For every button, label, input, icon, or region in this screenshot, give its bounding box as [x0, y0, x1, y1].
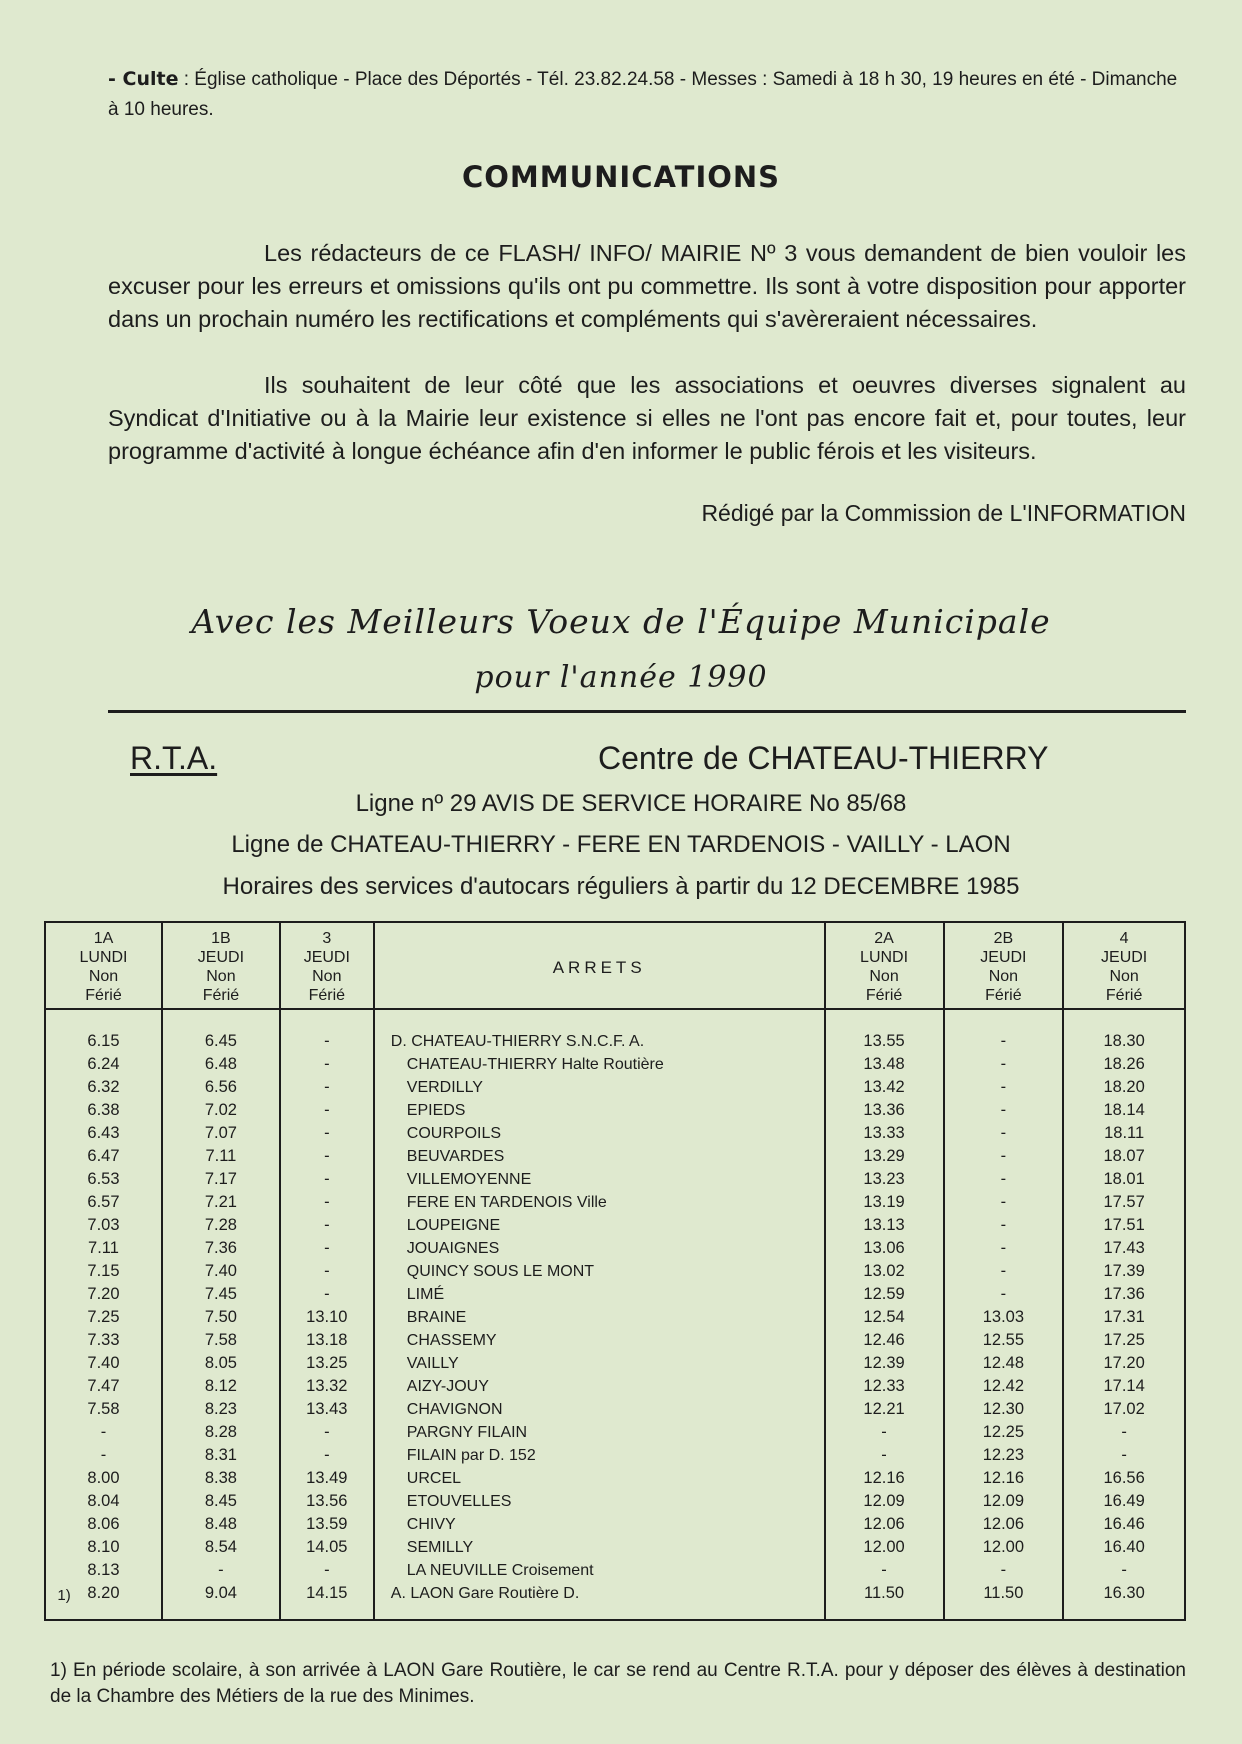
time-cell: 8.38: [162, 1467, 280, 1490]
time-cell: 6.24: [45, 1053, 162, 1076]
footnote-marked-time: [57, 1584, 120, 1604]
time-cell: 13.55: [825, 1009, 944, 1053]
time-cell: 18.11: [1063, 1122, 1185, 1145]
time-cell: 7.47: [45, 1375, 162, 1398]
table-row: [45, 1582, 1185, 1620]
column-header-line: LUNDI: [860, 949, 909, 966]
time-cell: 17.39: [1063, 1260, 1185, 1283]
timetable-header-row: [45, 922, 1185, 1009]
column-header-line: Non: [869, 968, 899, 985]
time-cell: 12.16: [825, 1467, 944, 1490]
time-cell: 17.31: [1063, 1306, 1185, 1329]
time-cell: 13.25: [280, 1352, 374, 1375]
table-row: [45, 1444, 1185, 1467]
stop-name: FILAIN par D. 152: [374, 1444, 825, 1467]
time-cell: 12.54: [825, 1306, 944, 1329]
divider: [108, 710, 1186, 713]
rta-line-number: Ligne nº 29 AVIS DE SERVICE HORAIRE No 85/68: [355, 790, 907, 817]
time-cell: 8.23: [162, 1398, 280, 1421]
stop-name: EPIEDS: [374, 1099, 825, 1122]
time-cell: 13.13: [825, 1214, 944, 1237]
time-cell: 16.49: [1063, 1490, 1185, 1513]
time-cell: 7.36: [162, 1237, 280, 1260]
column-header-1b: [162, 922, 280, 1009]
column-header-line: Férié: [85, 987, 122, 1004]
stop-name: COURPOILS: [374, 1122, 825, 1145]
column-header-3: [280, 922, 374, 1009]
column-header-2b: [944, 922, 1064, 1009]
table-row: [45, 1421, 1185, 1444]
time-cell: 8.12: [162, 1375, 280, 1398]
time-cell: 6.47: [45, 1145, 162, 1168]
stop-name: CHATEAU-THIERRY Halte Routière: [374, 1053, 825, 1076]
table-row: [45, 1191, 1185, 1214]
table-row: [45, 1536, 1185, 1559]
time-cell: 9.04: [162, 1582, 280, 1620]
time-cell: -: [944, 1122, 1064, 1145]
time-cell: 17.43: [1063, 1237, 1185, 1260]
column-header-line: JEUDI: [197, 949, 245, 966]
time-cell: 7.03: [45, 1214, 162, 1237]
time-cell: 7.58: [45, 1398, 162, 1421]
time-cell: 16.40: [1063, 1536, 1185, 1559]
time-cell: -: [1063, 1421, 1185, 1444]
column-header-line: Férié: [308, 987, 346, 1004]
time-cell: 8.05: [162, 1352, 280, 1375]
column-header-4: [1063, 922, 1185, 1009]
stop-name: CHAVIGNON: [374, 1398, 825, 1421]
time-cell: 13.06: [825, 1237, 944, 1260]
time-cell: -: [944, 1053, 1064, 1076]
column-header-line: Non: [312, 968, 342, 985]
time-cell: 8.48: [162, 1513, 280, 1536]
time-cell: -: [45, 1421, 162, 1444]
column-header-line: Férié: [865, 987, 903, 1004]
table-row: [45, 1237, 1185, 1260]
time-cell: -: [944, 1009, 1064, 1053]
time-cell: 17.51: [1063, 1214, 1185, 1237]
culte-notice: [108, 64, 1188, 125]
time-cell: -: [944, 1559, 1064, 1582]
table-row: [45, 1053, 1185, 1076]
time-cell: -: [280, 1145, 374, 1168]
time-cell: 8.13: [45, 1559, 162, 1582]
time-cell: 12.06: [944, 1513, 1064, 1536]
stop-name: FERE EN TARDENOIS Ville: [374, 1191, 825, 1214]
stop-name: ETOUVELLES: [374, 1490, 825, 1513]
time-cell: 12.48: [944, 1352, 1064, 1375]
stop-name: D. CHATEAU-THIERRY S.N.C.F. A.: [374, 1009, 825, 1053]
table-row: [45, 1306, 1185, 1329]
stop-name: VILLEMOYENNE: [374, 1168, 825, 1191]
column-header-line: 4: [1119, 930, 1129, 947]
time-cell: 13.49: [280, 1467, 374, 1490]
time-cell: 12.06: [825, 1513, 944, 1536]
stop-name: LOUPEIGNE: [374, 1214, 825, 1237]
time-cell: -: [280, 1168, 374, 1191]
time-cell: 8.04: [45, 1490, 162, 1513]
greeting-line-1: Avec les Meilleurs Voeux de l'Équipe Municipale: [191, 602, 1051, 641]
time-value: 8.20: [87, 1584, 120, 1602]
time-cell: 13.32: [280, 1375, 374, 1398]
time-cell: 17.25: [1063, 1329, 1185, 1352]
time-cell: 17.36: [1063, 1283, 1185, 1306]
time-cell: 6.57: [45, 1191, 162, 1214]
time-cell: 13.42: [825, 1076, 944, 1099]
time-cell: 6.38: [45, 1099, 162, 1122]
rta-schedule-start: Horaires des services d'autocars réguliers à partir du 12 DECEMBRE 1985: [222, 873, 1020, 900]
time-cell: 14.05: [280, 1536, 374, 1559]
culte-label: - Culte: [108, 68, 179, 90]
time-cell: 16.30: [1063, 1582, 1185, 1620]
time-cell: -: [944, 1191, 1064, 1214]
time-cell: 7.17: [162, 1168, 280, 1191]
table-row: [45, 1145, 1185, 1168]
time-cell: 17.14: [1063, 1375, 1185, 1398]
time-cell: -: [162, 1559, 280, 1582]
time-cell: 18.14: [1063, 1099, 1185, 1122]
timetable: [44, 921, 1186, 1621]
time-cell: 16.46: [1063, 1513, 1185, 1536]
column-header-line: 3: [322, 930, 332, 947]
table-row: [45, 1490, 1185, 1513]
table-row: [45, 1375, 1185, 1398]
paragraph-2-text: Ils souhaitent de leur côté que les associations et oeuvres diverses signalent au Syndicat d'Initiative ou à la Mairie leur existence si elles ne l'ont pas encore fait et, pour toutes, leur programme d'activité à longue échéance afin d'en informer le public férois et les visiteurs.: [108, 372, 1186, 464]
table-row: [45, 1122, 1185, 1145]
table-row: [45, 1009, 1185, 1053]
greeting-line-2: pour l'année 1990: [474, 660, 768, 695]
time-cell: 12.55: [944, 1329, 1064, 1352]
time-cell: -: [825, 1559, 944, 1582]
time-cell: 13.48: [825, 1053, 944, 1076]
time-cell: -: [280, 1191, 374, 1214]
footnote: 1) En période scolaire, à son arrivée à LAON Gare Routière, le car se rend au Centre R.T.A. pour y déposer des élèves à destination de la Chambre des Métiers de la rue des Minimes.: [50, 1660, 1186, 1707]
table-row: [45, 1260, 1185, 1283]
time-cell: 7.28: [162, 1214, 280, 1237]
time-cell: 18.30: [1063, 1009, 1185, 1053]
time-cell: 12.09: [825, 1490, 944, 1513]
time-cell: 7.21: [162, 1191, 280, 1214]
time-cell: 12.00: [825, 1536, 944, 1559]
time-cell: 12.46: [825, 1329, 944, 1352]
stop-name: A. LAON Gare Routière D.: [374, 1582, 825, 1620]
time-cell: 18.07: [1063, 1145, 1185, 1168]
time-cell: 18.01: [1063, 1168, 1185, 1191]
time-cell: 12.23: [944, 1444, 1064, 1467]
table-row: [45, 1398, 1185, 1421]
time-cell: -: [944, 1076, 1064, 1099]
time-cell: -: [280, 1444, 374, 1467]
time-cell: -: [825, 1444, 944, 1467]
stop-name: CHASSEMY: [374, 1329, 825, 1352]
table-row: [45, 1283, 1185, 1306]
time-cell: -: [944, 1214, 1064, 1237]
column-header-line: Férié: [202, 987, 240, 1004]
column-header-line: JEUDI: [303, 949, 350, 966]
time-cell: -: [1063, 1559, 1185, 1582]
column-header-arrets: [374, 922, 825, 1009]
time-cell: -: [45, 1444, 162, 1467]
time-cell: 12.25: [944, 1421, 1064, 1444]
column-header-line: 2B: [993, 930, 1014, 947]
time-cell: -: [280, 1122, 374, 1145]
time-cell: 6.53: [45, 1168, 162, 1191]
time-cell: -: [280, 1237, 374, 1260]
time-cell: 11.50: [944, 1582, 1064, 1620]
column-header-line: 2A: [874, 930, 894, 947]
stop-name: BRAINE: [374, 1306, 825, 1329]
time-cell: 13.02: [825, 1260, 944, 1283]
time-cell: -: [944, 1283, 1064, 1306]
time-cell: 17.20: [1063, 1352, 1185, 1375]
column-header-line: Non: [206, 968, 236, 985]
time-cell: -: [280, 1099, 374, 1122]
time-cell: -: [944, 1260, 1064, 1283]
table-row: [45, 1329, 1185, 1352]
time-cell: 8.00: [45, 1467, 162, 1490]
time-cell: 13.36: [825, 1099, 944, 1122]
time-cell: 7.25: [45, 1306, 162, 1329]
table-row: [45, 1214, 1185, 1237]
time-cell: 12.39: [825, 1352, 944, 1375]
time-cell: 7.58: [162, 1329, 280, 1352]
time-cell: 13.56: [280, 1490, 374, 1513]
stop-name: CHIVY: [374, 1513, 825, 1536]
time-cell: 13.03: [944, 1306, 1064, 1329]
stop-name: LA NEUVILLE Croisement: [374, 1559, 825, 1582]
time-cell: -: [280, 1260, 374, 1283]
time-cell: -: [825, 1421, 944, 1444]
time-cell: 12.59: [825, 1283, 944, 1306]
time-cell: 13.43: [280, 1398, 374, 1421]
rta-route: Ligne de CHATEAU-THIERRY - FERE EN TARDENOIS - VAILLY - LAON: [231, 831, 1011, 858]
time-cell: -: [280, 1283, 374, 1306]
column-header-line: Non: [1109, 968, 1139, 985]
time-cell: -: [280, 1214, 374, 1237]
time-cell: 12.42: [944, 1375, 1064, 1398]
time-cell: 13.29: [825, 1145, 944, 1168]
time-cell: 6.32: [45, 1076, 162, 1099]
table-row: [45, 1076, 1185, 1099]
table-row: [45, 1352, 1185, 1375]
column-header-1a: [45, 922, 162, 1009]
table-row: [45, 1168, 1185, 1191]
time-cell: 17.57: [1063, 1191, 1185, 1214]
table-row: [45, 1559, 1185, 1582]
time-cell: [45, 1582, 162, 1620]
communications-signature: Rédigé par la Commission de L'INFORMATION: [701, 500, 1186, 526]
time-cell: 7.45: [162, 1283, 280, 1306]
stop-name: QUINCY SOUS LE MONT: [374, 1260, 825, 1283]
column-header-line: Non: [988, 968, 1019, 985]
time-cell: 7.07: [162, 1122, 280, 1145]
stop-name: VAILLY: [374, 1352, 825, 1375]
time-cell: 13.59: [280, 1513, 374, 1536]
column-header-line: Férié: [1105, 987, 1143, 1004]
time-cell: -: [280, 1559, 374, 1582]
time-cell: -: [280, 1009, 374, 1053]
time-cell: 13.18: [280, 1329, 374, 1352]
time-cell: -: [944, 1168, 1064, 1191]
time-cell: 7.15: [45, 1260, 162, 1283]
column-header-line: Férié: [985, 987, 1022, 1004]
time-cell: 13.33: [825, 1122, 944, 1145]
time-cell: 18.26: [1063, 1053, 1185, 1076]
table-row: [45, 1513, 1185, 1536]
stop-name: JOUAIGNES: [374, 1237, 825, 1260]
time-cell: -: [944, 1145, 1064, 1168]
time-cell: 6.48: [162, 1053, 280, 1076]
rta-name: R.T.A.: [130, 740, 218, 776]
time-cell: 12.16: [944, 1467, 1064, 1490]
stop-name: AIZY-JOUY: [374, 1375, 825, 1398]
time-cell: 12.21: [825, 1398, 944, 1421]
time-cell: 13.23: [825, 1168, 944, 1191]
column-header-line: JEUDI: [1101, 949, 1148, 966]
time-cell: 8.28: [162, 1421, 280, 1444]
time-cell: 7.50: [162, 1306, 280, 1329]
time-cell: -: [1063, 1444, 1185, 1467]
stop-name: BEUVARDES: [374, 1145, 825, 1168]
time-cell: 16.56: [1063, 1467, 1185, 1490]
stop-name: SEMILLY: [374, 1536, 825, 1559]
communications-paragraph-1: [108, 237, 1186, 336]
time-cell: 12.30: [944, 1398, 1064, 1421]
time-cell: 6.56: [162, 1076, 280, 1099]
time-cell: -: [944, 1237, 1064, 1260]
time-cell: 7.20: [45, 1283, 162, 1306]
timetable-body: [45, 1009, 1185, 1620]
time-cell: 18.20: [1063, 1076, 1185, 1099]
culte-text: : Église catholique - Place des Déportés - Tél. 23.82.24.58 - Messes : Samedi à 18 h 30, 19 heures en été - Dimanche à 10 heures.: [108, 69, 1178, 120]
time-cell: 13.19: [825, 1191, 944, 1214]
time-cell: 7.40: [162, 1260, 280, 1283]
time-cell: 12.33: [825, 1375, 944, 1398]
column-header-line: LUNDI: [79, 949, 128, 966]
column-header-line: JEUDI: [980, 949, 1027, 966]
time-cell: 8.10: [45, 1536, 162, 1559]
column-header-2a: [825, 922, 944, 1009]
table-row: [45, 1099, 1185, 1122]
paragraph-1-text: Les rédacteurs de ce FLASH/ INFO/ MAIRIE Nº 3 vous demandent de bien vouloir les excuser pour les erreurs et omissions qu'ils ont pu commettre. Ils sont à votre disposition pour apporter dans un prochain numéro les rectifications et compléments qui s'avèreraient nécessaires.: [108, 240, 1186, 332]
time-cell: 6.15: [45, 1009, 162, 1053]
time-cell: 7.33: [45, 1329, 162, 1352]
footnote-marker: 1): [57, 1587, 71, 1604]
stop-name: LIMÉ: [374, 1283, 825, 1306]
time-cell: 17.02: [1063, 1398, 1185, 1421]
time-cell: 13.10: [280, 1306, 374, 1329]
time-cell: 8.06: [45, 1513, 162, 1536]
time-cell: 8.54: [162, 1536, 280, 1559]
time-cell: -: [280, 1053, 374, 1076]
time-cell: 7.11: [45, 1237, 162, 1260]
column-header-line: ARRETS: [552, 957, 646, 977]
stop-name: VERDILLY: [374, 1076, 825, 1099]
column-header-line: 1A: [93, 930, 114, 947]
stop-name: URCEL: [374, 1467, 825, 1490]
table-row: [45, 1467, 1185, 1490]
communications-paragraph-2: [108, 369, 1186, 468]
time-cell: 8.45: [162, 1490, 280, 1513]
column-header-line: Non: [88, 968, 119, 985]
time-cell: 7.02: [162, 1099, 280, 1122]
time-cell: -: [280, 1076, 374, 1099]
time-cell: 6.45: [162, 1009, 280, 1053]
column-header-line: 1B: [211, 930, 231, 947]
time-cell: 8.31: [162, 1444, 280, 1467]
time-cell: -: [280, 1421, 374, 1444]
communications-title: COMMUNICATIONS: [461, 160, 781, 194]
time-cell: 11.50: [825, 1582, 944, 1620]
time-cell: -: [944, 1099, 1064, 1122]
stop-name: PARGNY FILAIN: [374, 1421, 825, 1444]
time-cell: 7.11: [162, 1145, 280, 1168]
time-cell: 6.43: [45, 1122, 162, 1145]
time-cell: 14.15: [280, 1582, 374, 1620]
time-cell: 12.09: [944, 1490, 1064, 1513]
rta-centre: Centre de CHATEAU-THIERRY: [598, 740, 1049, 776]
time-cell: 7.40: [45, 1352, 162, 1375]
time-cell: 12.00: [944, 1536, 1064, 1559]
